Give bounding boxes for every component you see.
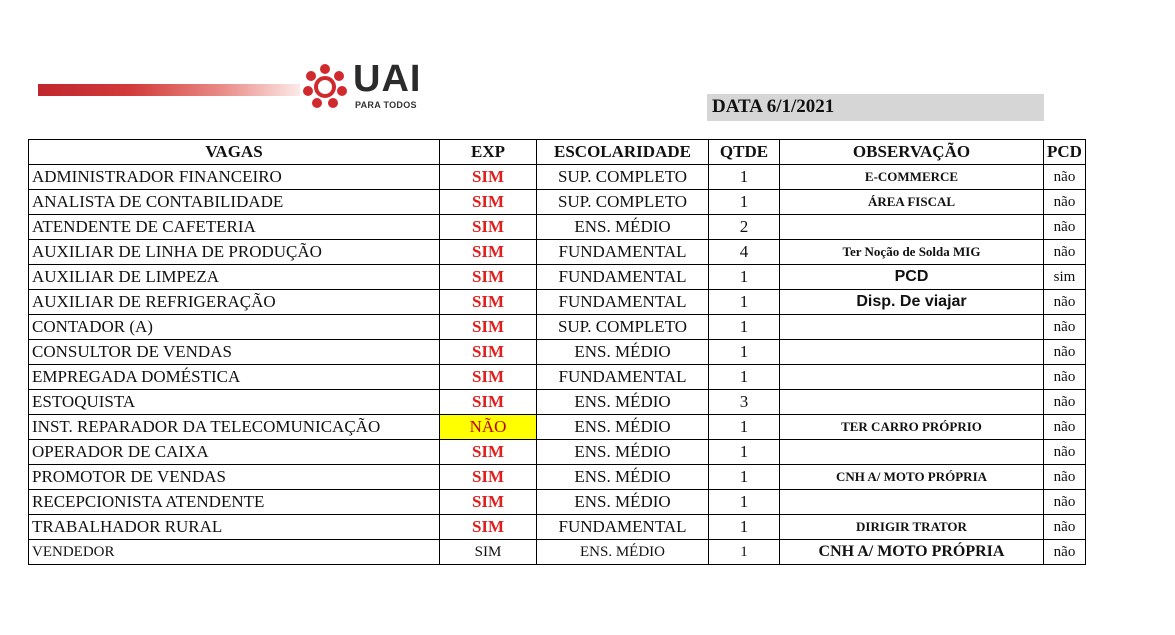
col-header-escolaridade: ESCOLARIDADE — [537, 140, 709, 165]
cell-vaga: TRABALHADOR RURAL — [29, 515, 440, 540]
cell-qtde: 1 — [709, 265, 780, 290]
cell-observacao — [780, 340, 1044, 365]
cell-qtde: 1 — [709, 440, 780, 465]
cell-observacao: ÁREA FISCAL — [780, 190, 1044, 215]
table-row — [29, 540, 1086, 565]
cell-exp: SIM — [440, 440, 537, 465]
table-row — [29, 340, 1086, 365]
cell-pcd: não — [1044, 390, 1086, 415]
cell-vaga: AUXILIAR DE REFRIGERAÇÃO — [29, 290, 440, 315]
cell-pcd: não — [1044, 315, 1086, 340]
cell-vaga: PROMOTOR DE VENDAS — [29, 465, 440, 490]
table-row — [29, 515, 1086, 540]
cell-vaga: CONTADOR (A) — [29, 315, 440, 340]
cell-qtde: 1 — [709, 515, 780, 540]
cell-pcd: não — [1044, 515, 1086, 540]
cell-pcd: não — [1044, 240, 1086, 265]
cell-exp: SIM — [440, 165, 537, 190]
table-row — [29, 190, 1086, 215]
cell-observacao — [780, 365, 1044, 390]
cell-qtde: 1 — [709, 490, 780, 515]
cell-exp: SIM — [440, 240, 537, 265]
cell-escolaridade: ENS. MÉDIO — [537, 490, 709, 515]
table-row — [29, 165, 1086, 190]
cell-pcd: não — [1044, 215, 1086, 240]
cell-vaga: CONSULTOR DE VENDAS — [29, 340, 440, 365]
cell-qtde: 1 — [709, 165, 780, 190]
cell-pcd: não — [1044, 290, 1086, 315]
cell-vaga: VENDEDOR — [29, 540, 440, 565]
cell-qtde: 3 — [709, 390, 780, 415]
cell-vaga: ANALISTA DE CONTABILIDADE — [29, 190, 440, 215]
uai-logo-icon — [300, 62, 350, 112]
table-row — [29, 440, 1086, 465]
date-label: DATA 6/1/2021 — [712, 96, 835, 117]
cell-exp: SIM — [440, 265, 537, 290]
cell-exp: SIM — [440, 515, 537, 540]
cell-escolaridade: FUNDAMENTAL — [537, 515, 709, 540]
cell-exp: SIM — [440, 390, 537, 415]
cell-escolaridade: FUNDAMENTAL — [537, 240, 709, 265]
table-row — [29, 240, 1086, 265]
cell-qtde: 1 — [709, 540, 780, 565]
col-header-qtde: QTDE — [709, 140, 780, 165]
cell-pcd: não — [1044, 440, 1086, 465]
table-row — [29, 415, 1086, 440]
table-row — [29, 315, 1086, 340]
cell-escolaridade: SUP. COMPLETO — [537, 315, 709, 340]
cell-observacao — [780, 315, 1044, 340]
cell-escolaridade: ENS. MÉDIO — [537, 390, 709, 415]
cell-vaga: ESTOQUISTA — [29, 390, 440, 415]
cell-observacao: CNH A/ MOTO PRÓPRIA — [780, 540, 1044, 565]
cell-vaga: OPERADOR DE CAIXA — [29, 440, 440, 465]
col-header-pcd: PCD — [1044, 140, 1086, 165]
cell-escolaridade: ENS. MÉDIO — [537, 340, 709, 365]
cell-escolaridade: ENS. MÉDIO — [537, 540, 709, 565]
job-vacancies-table — [28, 139, 1086, 565]
cell-pcd: não — [1044, 465, 1086, 490]
cell-observacao: CNH A/ MOTO PRÓPRIA — [780, 465, 1044, 490]
cell-escolaridade: SUP. COMPLETO — [537, 165, 709, 190]
cell-escolaridade: ENS. MÉDIO — [537, 440, 709, 465]
cell-observacao — [780, 490, 1044, 515]
cell-vaga: RECEPCIONISTA ATENDENTE — [29, 490, 440, 515]
cell-exp: SIM — [440, 340, 537, 365]
cell-pcd: não — [1044, 190, 1086, 215]
cell-qtde: 2 — [709, 215, 780, 240]
cell-qtde: 1 — [709, 340, 780, 365]
cell-escolaridade: ENS. MÉDIO — [537, 415, 709, 440]
cell-observacao — [780, 215, 1044, 240]
table-row — [29, 390, 1086, 415]
cell-pcd: sim — [1044, 265, 1086, 290]
cell-escolaridade: FUNDAMENTAL — [537, 290, 709, 315]
cell-vaga: AUXILIAR DE LIMPEZA — [29, 265, 440, 290]
logo-subtitle: PARA TODOS — [355, 100, 417, 110]
table-row — [29, 290, 1086, 315]
cell-escolaridade: FUNDAMENTAL — [537, 365, 709, 390]
table-row — [29, 465, 1086, 490]
cell-qtde: 1 — [709, 365, 780, 390]
cell-exp: SIM — [440, 315, 537, 340]
logo-text: UAI — [353, 58, 422, 100]
table-header-row — [29, 140, 1086, 165]
cell-vaga: ADMINISTRADOR FINANCEIRO — [29, 165, 440, 190]
cell-escolaridade: FUNDAMENTAL — [537, 265, 709, 290]
cell-observacao: DIRIGIR TRATOR — [780, 515, 1044, 540]
date-box — [707, 94, 1044, 121]
cell-observacao — [780, 390, 1044, 415]
table-row — [29, 215, 1086, 240]
cell-observacao: PCD — [780, 265, 1044, 290]
cell-escolaridade: ENS. MÉDIO — [537, 215, 709, 240]
col-header-observacao: OBSERVAÇÃO — [780, 140, 1044, 165]
cell-qtde: 4 — [709, 240, 780, 265]
col-header-vagas: VAGAS — [29, 140, 440, 165]
cell-qtde: 1 — [709, 465, 780, 490]
cell-pcd: não — [1044, 365, 1086, 390]
cell-vaga: INST. REPARADOR DA TELECOMUNICAÇÃO — [29, 415, 440, 440]
cell-exp: SIM — [440, 190, 537, 215]
cell-qtde: 1 — [709, 290, 780, 315]
cell-exp: SIM — [440, 490, 537, 515]
cell-observacao — [780, 440, 1044, 465]
cell-pcd: não — [1044, 165, 1086, 190]
cell-observacao: TER CARRO PRÓPRIO — [780, 415, 1044, 440]
cell-observacao: Disp. De viajar — [780, 290, 1044, 315]
cell-vaga: ATENDENTE DE CAFETERIA — [29, 215, 440, 240]
table-row — [29, 490, 1086, 515]
cell-exp: SIM — [440, 365, 537, 390]
cell-qtde: 1 — [709, 315, 780, 340]
cell-pcd: não — [1044, 540, 1086, 565]
cell-qtde: 1 — [709, 415, 780, 440]
cell-exp: SIM — [440, 215, 537, 240]
cell-escolaridade: SUP. COMPLETO — [537, 190, 709, 215]
cell-escolaridade: ENS. MÉDIO — [537, 465, 709, 490]
cell-exp: SIM — [440, 290, 537, 315]
cell-exp: SIM — [440, 540, 537, 565]
cell-exp: SIM — [440, 465, 537, 490]
cell-vaga: EMPREGADA DOMÉSTICA — [29, 365, 440, 390]
cell-pcd: não — [1044, 340, 1086, 365]
cell-pcd: não — [1044, 415, 1086, 440]
cell-observacao: Ter Noção de Solda MIG — [780, 240, 1044, 265]
cell-vaga: AUXILIAR DE LINHA DE PRODUÇÃO — [29, 240, 440, 265]
col-header-exp: EXP — [440, 140, 537, 165]
table-row — [29, 265, 1086, 290]
cell-exp-highlighted: NÃO — [440, 415, 537, 440]
cell-observacao: E-COMMERCE — [780, 165, 1044, 190]
header-stripe — [38, 84, 300, 96]
cell-pcd: não — [1044, 490, 1086, 515]
cell-qtde: 1 — [709, 190, 780, 215]
table-row — [29, 365, 1086, 390]
